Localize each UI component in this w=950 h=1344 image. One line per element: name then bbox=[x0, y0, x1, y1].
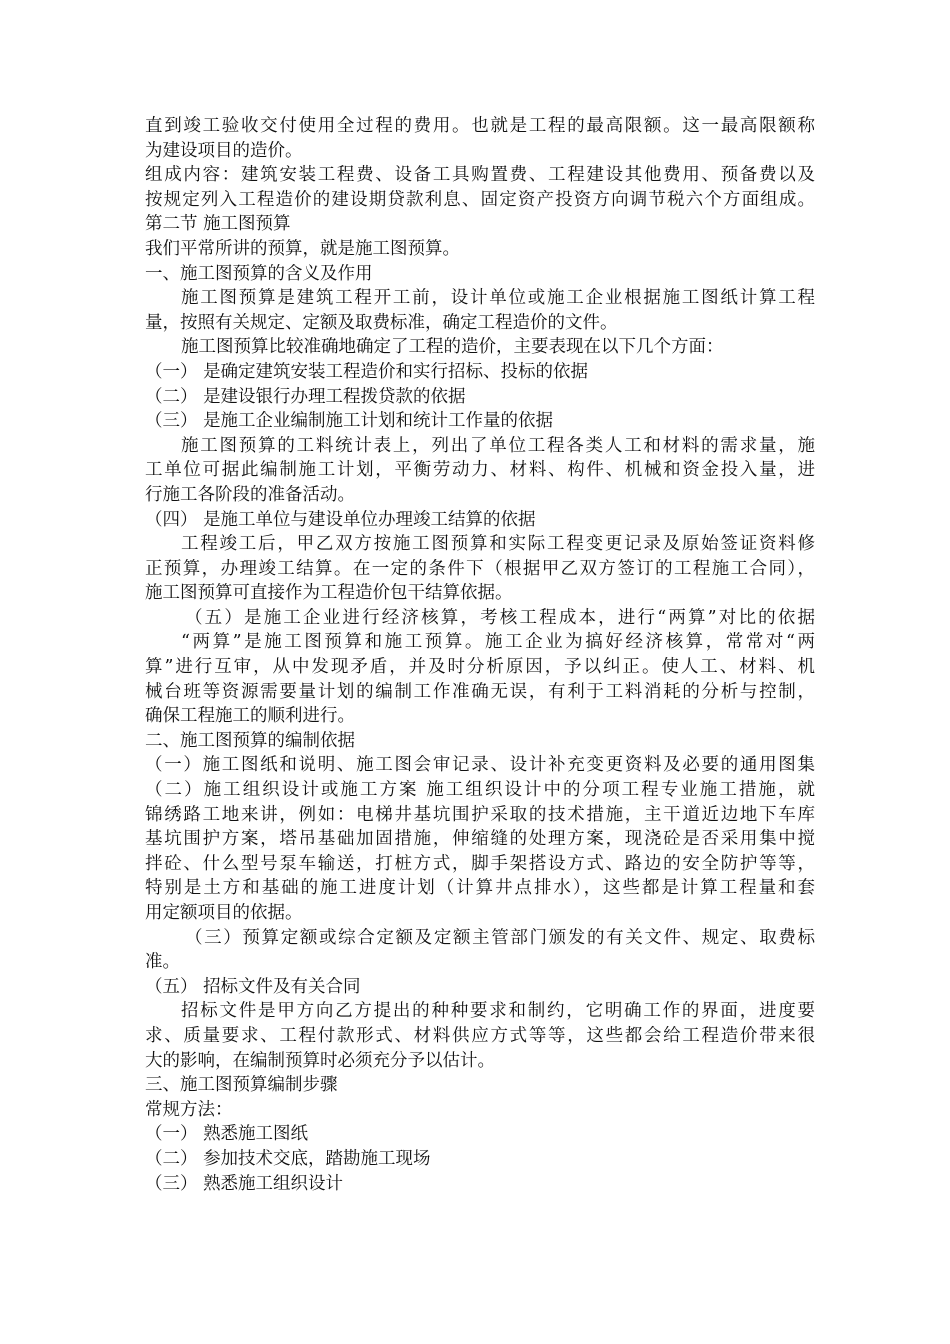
text-line: “两算”是施工图预算和施工预算。施工企业为搞好经济核算，常常对“两 bbox=[181, 632, 815, 653]
text-line: 量，按照有关规定、定额及取费标准，确定工程造价的文件。 bbox=[145, 312, 618, 333]
text-line: 准。 bbox=[145, 952, 180, 973]
text-line: 基坑围护方案，塔吊基础加固措施，伸缩缝的处理方案，现浇砼是否采用集中搅 bbox=[145, 829, 815, 850]
section-heading: 第二节 施工图预算 bbox=[145, 214, 291, 235]
list-item: （三）预算定额或综合定额及定额主管部门颁发的有关文件、规定、取费标 bbox=[185, 927, 815, 948]
text-line: 大的影响，在编制预算时必须充分予以估计。 bbox=[145, 1050, 495, 1071]
text-line: 按规定列入工程造价的建设期贷款利息、固定资产投资方向调节税六个方面组成。 bbox=[145, 189, 815, 210]
list-item: （二） 是建设银行办理工程拨贷款的依据 bbox=[145, 386, 466, 407]
document-page bbox=[145, 114, 815, 1196]
text-line: 特别是土方和基础的施工进度计划（计算井点排水），这些都是计算工程量和套 bbox=[145, 878, 815, 899]
text-line: 工程竣工后，甲乙双方按施工图预算和实际工程变更记录及原始签证资料修 bbox=[181, 534, 815, 555]
text-line: 算”进行互审，从中发现矛盾，并及时分析原因，予以纠正。使人工、材料、机 bbox=[145, 657, 815, 678]
text-line: 组成内容：建筑安装工程费、设备工具购置费、工程建设其他费用、预备费以及 bbox=[145, 165, 815, 186]
list-item: （二） 参加技术交底，踏勘施工现场 bbox=[145, 1148, 431, 1169]
text-line: 锦绣路工地来讲，例如：电梯井基坑围护采取的技术措施，主干道近边地下车库 bbox=[145, 804, 815, 825]
text-line: 招标文件是甲方向乙方提出的种种要求和制约，它明确工作的界面，进度要 bbox=[181, 1001, 815, 1022]
list-item: （三） 是施工企业编制施工计划和统计工作量的依据 bbox=[145, 411, 554, 432]
list-item: （五） 招标文件及有关合同 bbox=[145, 976, 361, 997]
text-line: 械台班等资源需要量计划的编制工作准确无误，有利于工料消耗的分析与控制， bbox=[145, 681, 815, 702]
text-line: 正预算，办理竣工结算。在一定的条件下（根据甲乙双方签订的工程施工合同）， bbox=[145, 558, 815, 579]
list-item: （五）是施工企业进行经济核算，考核工程成本，进行“两算”对比的依据 bbox=[185, 607, 815, 628]
text-line: 工单位可据此编制施工计划，平衡劳动力、材料、构件、机械和资金投入量，进 bbox=[145, 460, 815, 481]
subsection-heading: 三、施工图预算编制步骤 bbox=[145, 1075, 338, 1096]
text-line: 确保工程施工的顺利进行。 bbox=[145, 706, 355, 727]
subsection-heading: 二、施工图预算的编制依据 bbox=[145, 730, 355, 751]
list-item: （二）施工组织设计或施工方案 施工组织设计中的分项工程专业施工措施，就 bbox=[145, 780, 815, 801]
list-item: （一） 是确定建筑安装工程造价和实行招标、投标的依据 bbox=[145, 361, 589, 382]
text-line: 拌砼、什么型号泵车输送，打桩方式，脚手架搭设方式、路边的安全防护等等， bbox=[145, 853, 815, 874]
text-line: 施工图预算可直接作为工程造价包干结算依据。 bbox=[145, 583, 513, 604]
subsection-heading: 一、施工图预算的含义及作用 bbox=[145, 263, 373, 284]
text-line: 为建设项目的造价。 bbox=[145, 140, 303, 161]
text-line: 施工图预算的工料统计表上，列出了单位工程各类人工和材料的需求量，施 bbox=[181, 435, 815, 456]
text-line: 直到竣工验收交付使用全过程的费用。也就是工程的最高限额。这一最高限额称 bbox=[145, 116, 815, 136]
text-line: 施工图预算是建筑工程开工前，设计单位或施工企业根据施工图纸计算工程 bbox=[181, 288, 815, 309]
list-item: （四） 是施工单位与建设单位办理竣工结算的依据 bbox=[145, 509, 536, 530]
text-line: 求、质量要求、工程付款形式、材料供应方式等等，这些都会给工程造价带来很 bbox=[145, 1025, 815, 1046]
list-item: （一） 熟悉施工图纸 bbox=[145, 1124, 309, 1145]
list-item: （一）施工图纸和说明、施工图会审记录、设计补充变更资料及必要的通用图集 bbox=[145, 755, 815, 776]
text-line: 常规方法： bbox=[145, 1099, 233, 1120]
text-line: 施工图预算比较准确地确定了工程的造价，主要表现在以下几个方面： bbox=[181, 337, 724, 358]
text-line: 我们平常所讲的预算，就是施工图预算。 bbox=[145, 238, 460, 259]
text-line: 行施工各阶段的准备活动。 bbox=[145, 484, 355, 505]
text-line: 用定额项目的依据。 bbox=[145, 903, 303, 923]
list-item: （三） 熟悉施工组织设计 bbox=[145, 1173, 344, 1194]
